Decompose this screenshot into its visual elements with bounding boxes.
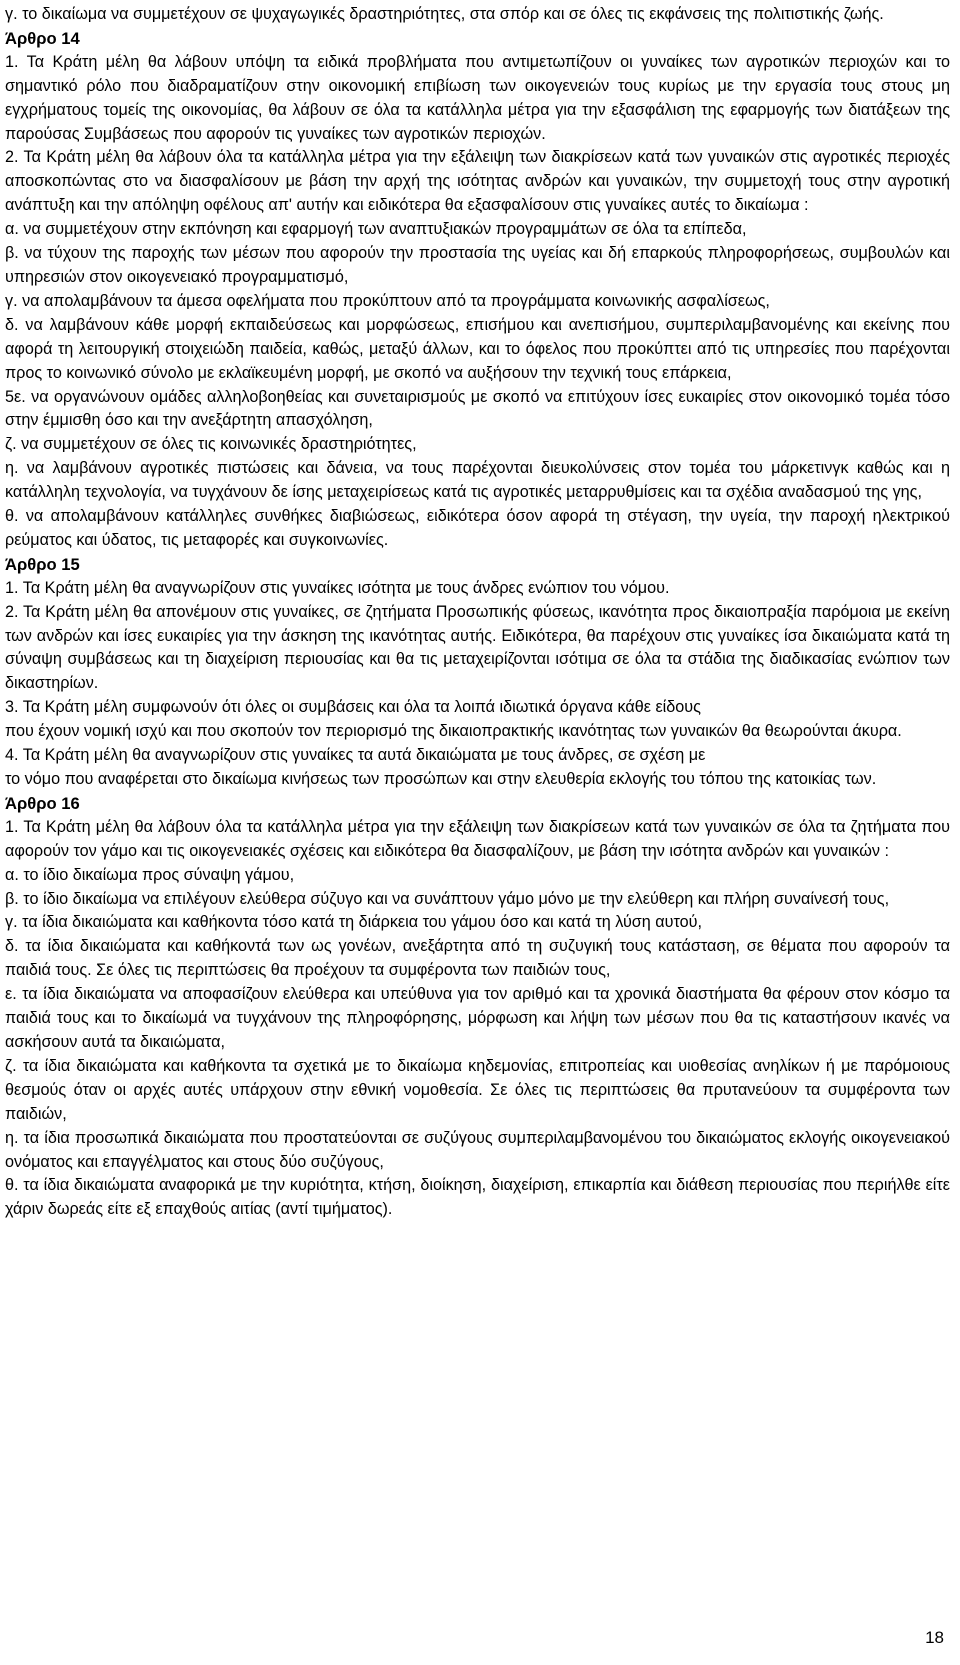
paragraph: 1. Τα Κράτη μέλη θα λάβουν υπόψη τα ειδικά προβλήματα που αντιμετωπίζουν οι γυναίκες των αγροτικών περιοχών και το σημαντικό ρόλο που διαδραματίζουν στην οικονομική επιβίωση των οικογενειών τους κυρίως με την εργασία τους στους μη εγχρήματους τομείς της οικονομίας, θα λάβουν σε όλα τα κατάλληλα μέτρα για την εξασφάλιση της εφαρμογής των διατάξεων της παρούσας Συμβάσεως που αφορούν τις γυναίκες των αγροτικών περιοχών. (5, 52, 950, 143)
paragraph: η. τα ίδια προσωπικά δικαιώματα που προστατεύονται σε συζύγους συμπεριλαμβανομένου του δικαιώματος εκλογής οικογενειακού ονόματος και επαγγέλματος και στους δύο συζύγους, (5, 1128, 950, 1171)
paragraph: η. να λαμβάνουν αγροτικές πιστώσεις και δάνεια, να τους παρέχονται διευκολύνσεις στον τομέα του μάρκετινγκ καθώς και η κατάλληλη τεχνολογία, να τυγχάνουν δε ίσης μεταχειρίσεως κατά τις αγροτικές μεταρρυθμίσεις και τα σχέδια αναδασμού της γης, (5, 459, 950, 502)
article-heading: Άρθρο 15 (5, 554, 80, 574)
paragraph: 3. Τα Κράτη μέλη συμφωνούν ότι όλες οι συμβάσεις και όλα τα λοιπά ιδιωτικά όργανα κάθε είδους που έχουν νομική ισχύ και που σκοπούν τον περιορισμό της δικαιοπρακτικής ικανότητας των γυναικών θα θεωρούνται άκυρα. (5, 698, 902, 741)
paragraph: γ. να απολαμβάνουν τα άμεσα οφελήματα που προκύπτουν από τα προγράμματα κοινωνικής ασφαλίσεως, (5, 291, 770, 310)
paragraph: 2. Τα Κράτη μέλη θα απονέμουν στις γυναίκες, σε ζητήματα Προσωπικής φύσεως, ικανότητα προς δικαιοπραξία παρόμοια με εκείνη των ανδρών και ίσες ευκαιρίες για την άσκηση της ικανότητας αυτής. Ειδικότερα, θα παρέχουν στις γυναίκες ίσα δικαιώματα κατά τη σύναψη συμβάσεως και τη διαχείριση περιουσίας και θα τις μεταχειρίζονται ισότιμα σε όλα τα στάδια της διαδικασίας ενώπιον των δικαστηρίων. (5, 602, 950, 693)
article-heading: Άρθρο 14 (5, 28, 80, 48)
paragraph: 1. Τα Κράτη μέλη θα λάβουν όλα τα κατάλληλα μέτρα για την εξάλειψη των διακρίσεων κατά των γυναικών σε όλα τα ζητήματα που αφορούν τον γάμο και τις οικογενειακές σχέσεις και ειδικότερα θα διασφαλίζουν, με βάση την ισότητα ανδρών και γυναικών : (5, 817, 950, 860)
page-number: 18 (925, 1628, 944, 1647)
document-body (5, 3, 950, 1222)
paragraph: ζ. τα ίδια δικαιώματα και καθήκοντα τα σχετικά με το δικαίωμα κηδεμονίας, επιτροπείας και υιοθεσίας ανηλίκων ή με παρόμοιους θεσμούς όταν οι αρχές αυτές υπάρχουν στην εθνική νομοθεσία. Σε όλες τις περιπτώσεις θα πρυτανεύουν τα συμφέροντα των παιδιών, (5, 1056, 950, 1123)
paragraph: 4. Τα Κράτη μέλη θα αναγνωρίζουν στις γυναίκες τα αυτά δικαιώματα με τους άνδρες, σε σχέση με το νόμο που αναφέρεται στο δικαίωμα κινήσεως των προσώπων και στην ελευθερία εκλογής του τόπου της κατοικίας των. (5, 746, 877, 788)
article-heading: Άρθρο 16 (5, 793, 80, 813)
paragraph: θ. να απολαμβάνουν κατάλληλες συνθήκες διαβιώσεως, ειδικότερα όσον αφορά τη στέγαση, την υγεία, την παροχή ηλεκτρικού ρεύματος και ύδατος, τις μεταφορές και συγκοινωνίες. (5, 507, 950, 549)
paragraph: 2. Τα Κράτη μέλη θα λάβουν όλα τα κατάλληλα μέτρα για την εξάλειψη των διακρίσεων κατά των γυναικών στις αγροτικές περιοχές αποσκοπώντας στο να διασφαλίσουν με βάση την αρχή της ισότητας ανδρών και γυναικών, την συμμετοχή τους στην αγροτική ανάπτυξη και την απόληψη οφέλους απ' αυτήν και ειδικότερα θα εξασφαλίσουν στις γυναίκες αυτές το δικαίωμα : (5, 148, 950, 215)
paragraph: ε. τα ίδια δικαιώματα να αποφασίζουν ελεύθερα και υπεύθυνα για τον αριθμό και τα χρονικά διαστήματα θα φέρουν στον κόσμο τα παιδιά τους και το δικαίωμά να τυγχάνουν της πληροφόρησης, μόρφωση και λήψη των μέσων που θα τις καταστήσουν ικανές να ασκήσουν αυτά τα δικαιώματα, (5, 985, 950, 1051)
paragraph: θ. τα ίδια δικαιώματα αναφορικά με την κυριότητα, κτήση, διοίκηση, διαχείριση, επικαρπία και διάθεση περιουσίας που περιήλθε είτε χάριν δωρεάς είτε εξ επαχθούς αιτίας (αντί τιμήματος). (5, 1176, 950, 1219)
paragraph: 1. Τα Κράτη μέλη θα αναγνωρίζουν στις γυναίκες ισότητα με τους άνδρες ενώπιον του νόμου. (5, 578, 670, 597)
paragraph: ζ. να συμμετέχουν σε όλες τις κοινωνικές δραστηριότητες, (5, 435, 417, 454)
paragraph: 5ε. να οργανώνουν ομάδες αλληλοβοηθείας και συνεταιρισμούς με σκοπό να επιτύχουν ίσες ευκαιρίες στον οικονομικό τομέα τόσο στην έμμισθη όσο και την ανεξάρτητη απασχόληση, (5, 387, 950, 430)
paragraph: γ. τα ίδια δικαιώματα και καθήκοντα τόσο κατά τη διάρκεια του γάμου όσο και κατά τη λύση αυτού, (5, 913, 703, 932)
paragraph: α. το ίδιο δικαίωμα προς σύναψη γάμου, (5, 865, 295, 884)
paragraph: β. το ίδιο δικαίωμα να επιλέγουν ελεύθερα σύζυγο και να συνάπτουν γάμο μόνο με την ελεύθερη και πλήρη συναίνεσή τους, (5, 889, 890, 908)
paragraph: δ. τα ίδια δικαιώματα και καθήκοντά των ως γονέων, ανεξάρτητα από τη συζυγική τους κατάσταση, σε θέματα που αφορούν τα παιδιά τους. Σε όλες τις περιπτώσεις θα προέχουν τα συμφέροντα των παιδιών τους, (5, 937, 950, 980)
paragraph: γ. το δικαίωμα να συμμετέχουν σε ψυχαγωγικές δραστηριότητες, στα σπόρ και σε όλες τις εκφάνσεις της πολιτιστικής ζωής. (5, 5, 884, 23)
paragraph: α. να συμμετέχουν στην εκπόνηση και εφαρμογή των αναπτυξιακών προγραμμάτων σε όλα τα επίπεδα, (5, 220, 747, 239)
paragraph: δ. να λαμβάνουν κάθε μορφή εκπαιδεύσεως και μορφώσεως, επισήμου και ανεπισήμου, συμπεριλαμβανομένης και εκείνης που αφορά τη λειτουργική στοιχειώδη παιδεία, καθώς, μεταξύ άλλων, και το όφελος που προκύπτει από τις υπηρεσίες που παρέχονται προς το κοινωνικό σύνολο με εκλαϊκευμένη μορφή, με σκοπό να αυξήσουν την τεχνική τους επάρκεια, (5, 315, 950, 382)
paragraph: β. να τύχουν της παροχής των μέσων που αφορούν την προστασία της υγείας και δή επαρκούς πληροφορήσεως, συμβουλών και υπηρεσιών στον οικογενειακό προγραμματισμό, (5, 244, 950, 286)
